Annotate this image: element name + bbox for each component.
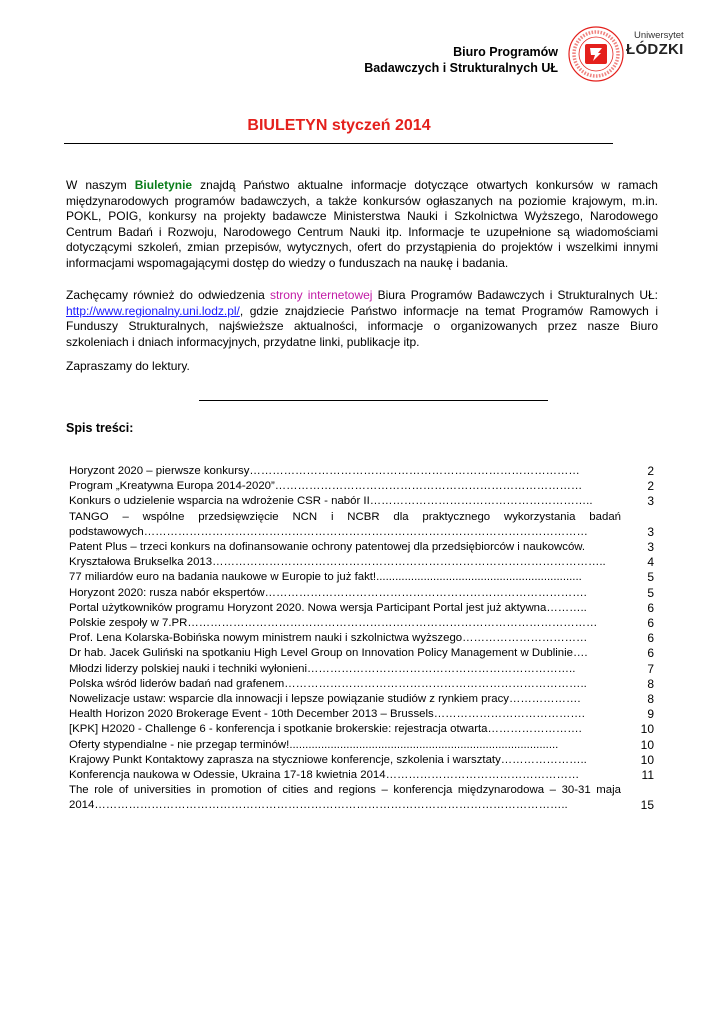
toc-item[interactable]: [69, 555, 663, 570]
toc-item[interactable]: [69, 646, 663, 661]
toc-item-title: Program „Kreatywna Europa 2014-2020”………………………………………………………………………: [69, 480, 583, 493]
website-mention: strony internetowej: [269, 288, 373, 302]
toc-item-title: Krajowy Punkt Kontaktowy zaprasza na styczniowe konferencje, szkolenia i warsztaty…………………..: [69, 753, 587, 766]
university-name-small: Uniwersytet: [634, 30, 684, 41]
toc-item-page: 2: [647, 464, 654, 478]
intro-paragraph-3: Zapraszamy do lektury.: [66, 359, 190, 373]
website-link[interactable]: http://www.regionalny.uni.lodz.pl/: [66, 303, 240, 318]
toc-item-page: 6: [647, 616, 654, 631]
toc-heading: Spis treści:: [66, 421, 134, 435]
toc-item-page: 9: [647, 707, 654, 722]
university-logo: [566, 24, 706, 84]
toc-item-title: 77 miliardów euro na badania naukowe w Europie to już fakt!.................................................................: [69, 571, 582, 584]
table-of-contents: [69, 464, 663, 814]
toc-item-title: The role of universities in promotion of cities and regions – konferencja międzynarodowa – 30-31 maja 2014……………………………………………………………………………………………………………..: [69, 784, 621, 812]
toc-item[interactable]: [69, 662, 663, 677]
toc-item[interactable]: [69, 753, 663, 768]
toc-item-page: 10: [640, 752, 654, 767]
toc-item-page: 3: [647, 524, 654, 539]
toc-item[interactable]: [69, 707, 663, 722]
university-seal-icon: [566, 24, 626, 84]
toc-item[interactable]: [69, 677, 663, 692]
toc-item[interactable]: [69, 570, 663, 585]
toc-item[interactable]: [69, 540, 663, 555]
toc-item[interactable]: [69, 631, 663, 646]
toc-item[interactable]: [69, 768, 663, 783]
toc-item-title: Prof. Lena Kolarska-Bobińska nowym ministrem nauki i szkolnictwa wyższego……………………………: [69, 632, 588, 645]
toc-item[interactable]: [69, 616, 663, 631]
toc-item-page: 6: [647, 600, 654, 615]
toc-item-page: 3: [647, 494, 654, 509]
toc-item[interactable]: [69, 601, 663, 616]
title-divider: [64, 143, 613, 144]
toc-item-title: Health Horizon 2020 Brokerage Event - 10th December 2013 – Brussels………………………………….: [69, 708, 585, 721]
section-divider: [199, 400, 548, 401]
office-name: [300, 44, 558, 76]
toc-item-title: Horyzont 2020: rusza nabór ekspertów………………………………………………………………………….: [69, 586, 587, 599]
university-name: [626, 30, 684, 58]
toc-item-title: [KPK] H2020 - Challenge 6 - konferencja i spotkanie brokerskie: rejestracja otwarta…………………….: [69, 723, 582, 736]
intro-paragraph-1: [66, 178, 658, 272]
p2-mid: Biura Programów Badawczych i Strukturalnych UŁ:: [372, 288, 658, 302]
toc-item[interactable]: [69, 586, 663, 601]
toc-item-page: 5: [647, 585, 654, 600]
office-name-line1: Biuro Programów: [453, 45, 558, 59]
p2-before: Zachęcamy również do odwiedzenia: [66, 288, 270, 302]
p2-after: , gdzie znajdziecie Państwo informacje na temat Programów Ramowych i Funduszy Strukturalnych, najświeższe aktualności, informacje o organizowanych przez nasze Biuro szkoleniach i dniach informacyjnych, przydatne linki, publikacje itp.: [66, 303, 658, 349]
toc-item-title: Portal użytkowników programu Horyzont 2020. Nowa wersja Participant Portal jest już aktywna………..: [69, 601, 587, 614]
toc-item[interactable]: [69, 464, 663, 479]
toc-item[interactable]: [69, 738, 663, 753]
toc-item[interactable]: [69, 510, 663, 540]
toc-item-title: Horyzont 2020 – pierwsze konkursy……………………………………………………………………………: [69, 465, 580, 477]
toc-item-page: 8: [647, 676, 654, 691]
toc-item[interactable]: [69, 692, 663, 707]
toc-item-title: Nowelizacje ustaw: wsparcie dla innowacji i lepsze powiązanie studiów z rynkiem pracy……………….: [69, 693, 581, 706]
toc-item-title: Kryształowa Brukselka 2013…………………………………………………………………………………………..: [69, 556, 606, 569]
bulletin-title: BIULETYN styczeń 2014: [247, 117, 431, 134]
university-name-big: ŁÓDZKI: [626, 41, 684, 58]
toc-item-page: 10: [640, 722, 654, 737]
toc-item-title: Polskie zespoły w 7.PR………………………………………………………………………………………………: [69, 617, 598, 630]
intro-paragraph-2: [66, 288, 658, 350]
office-name-line2: Badawczych i Strukturalnych UŁ: [364, 61, 558, 75]
toc-item-title: TANGO – wspólne przedsięwzięcie NCN i NCBR dla praktycznego wykorzystania badań podstawowych………………………………………………………………………………………………………: [69, 510, 621, 538]
toc-item-title: Patent Plus – trzeci konkurs na dofinansowanie ochrony patentowej dla przedsiębiorców i naukowców.: [69, 541, 586, 553]
toc-item[interactable]: [69, 722, 663, 737]
toc-item-title: Dr hab. Jacek Guliński na spotkaniu High Level Group on Innovation Policy Management w Dublinie….: [69, 647, 588, 660]
toc-item-page: 15: [640, 798, 654, 813]
p1-highlight: Biuletynie: [134, 178, 193, 192]
toc-item-title: Konkurs o udzielenie wsparcia na wdrożenie CSR - nabór II…………………………………………………..: [69, 495, 593, 508]
toc-item-page: 2: [647, 479, 654, 494]
toc-item-title: Polska wśród liderów badań nad grafenem……………………………………………………………………..: [69, 677, 587, 690]
p1-after: znajdą Państwo aktualne informacje dotyczące otwartych konkursów w ramach międzynarodowych programów badawczych, a także konkursów ogłaszanych na poziomie krajowym, m.in. POKL, POIG, konkursy na projekty badawcze Ministerstwa Nauki i Szkolnictwa Wyższego, Narodowego Centrum Badań i Rozwoju, Narodowego Centrum Nauki itp. Informacje te uzupełnione są wiadomościami dotyczącymi szkoleń, zmian przepisów, wytycznych, ofert do przystąpienia do projektów i wszelkimi innymi informacjami wspomagającymi dostęp do wiedzy o funduszach na naukę i badania.: [66, 178, 658, 270]
toc-item-title: Konferencja naukowa w Odessie, Ukraina 17-18 kwietnia 2014……………………………………………: [69, 769, 580, 782]
toc-item-page: 8: [647, 692, 654, 707]
toc-item-page: 11: [641, 768, 654, 783]
toc-item-page: 6: [647, 631, 654, 646]
toc-item[interactable]: [69, 479, 663, 494]
toc-item-page: 3: [647, 540, 654, 554]
toc-item-page: 6: [647, 646, 654, 661]
p1-before: W naszym: [66, 178, 135, 192]
toc-item-page: 7: [647, 661, 654, 676]
toc-item-page: 10: [640, 737, 654, 752]
toc-item-title: Młodzi liderzy polskiej nauki i techniki wyłonieni……………………………………………………………..: [69, 662, 576, 675]
toc-item-page: 4: [647, 555, 654, 570]
toc-item-page: 5: [647, 570, 654, 585]
toc-item[interactable]: [69, 783, 663, 813]
toc-item[interactable]: [69, 494, 663, 509]
toc-item-title: Oferty stypendialne - nie przegap terminów!.....................................................................................: [69, 738, 559, 751]
